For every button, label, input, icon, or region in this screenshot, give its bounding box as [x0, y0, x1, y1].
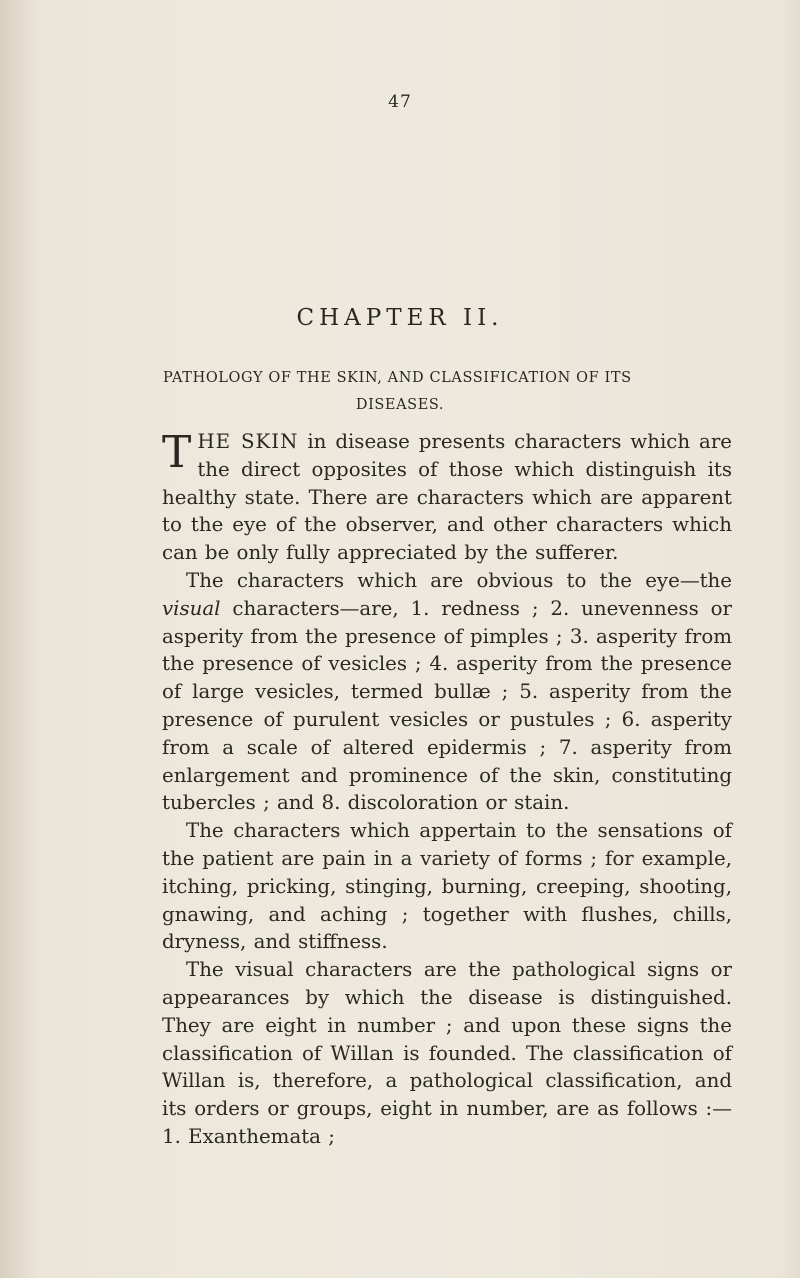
paragraph-2 — [162, 567, 732, 817]
chapter-subtitle-line-2: DISEASES. — [355, 397, 445, 413]
paragraph-4 — [162, 956, 732, 1151]
paragraph-3 — [162, 817, 732, 956]
paragraph-1-text: in disease presents characters which are the direct opposites of those which distinguish its healthy state. There are characters which are apparent to the eye of the observer, and other characters which can be only fully appreciated by the sufferer. — [162, 430, 732, 565]
paragraph-2-text-end: characters—are, 1. redness ; 2. unevenness or asperity from the presence of pimples ; 3. asperity from the presence of vesicles ; 4. asperity from the presence of large vesicles, termed bullæ ; 5. asperity from the presence of purulent vesicles or pustules ; 6. asperity from a scale of altered epidermis ; 7. asperity from enlargement and prominence of the skin, constituting tubercles ; and 8. discoloration or stain. — [162, 596, 732, 815]
paragraph-3-text: The characters which appertain to the sensations of the patient are pain in a variety of forms ; for example, itching, pricking, stinging, burning, creeping, shooting, gnawing, and aching ; together with flushes, chills, dryness, and stiffness. — [162, 819, 732, 954]
paragraph-2-italic-term: visual — [162, 596, 221, 620]
body-text — [162, 428, 732, 1151]
paragraph-2-text-start: The characters which are obvious to the eye—the — [186, 568, 732, 592]
chapter-heading: CHAPTER II. — [296, 305, 504, 331]
paragraph-1 — [162, 428, 732, 567]
page-number: 47 — [388, 92, 412, 112]
drop-cap: T — [162, 427, 192, 478]
paragraph-1-opener: HE SKIN — [197, 430, 299, 453]
paragraph-4-text: The visual characters are the pathological signs or appearances by which the disease is distinguished. They are eight in number ; and upon these signs the classification of Willan is founded. The classification of Willan is, therefore, a pathological classification, and its orders or groups, eight in number, are as follows :—1. Exanthemata ; — [162, 958, 732, 1148]
chapter-subtitle-line-1: PATHOLOGY OF THE SKIN, AND CLASSIFICATION OF ITS — [163, 370, 632, 386]
